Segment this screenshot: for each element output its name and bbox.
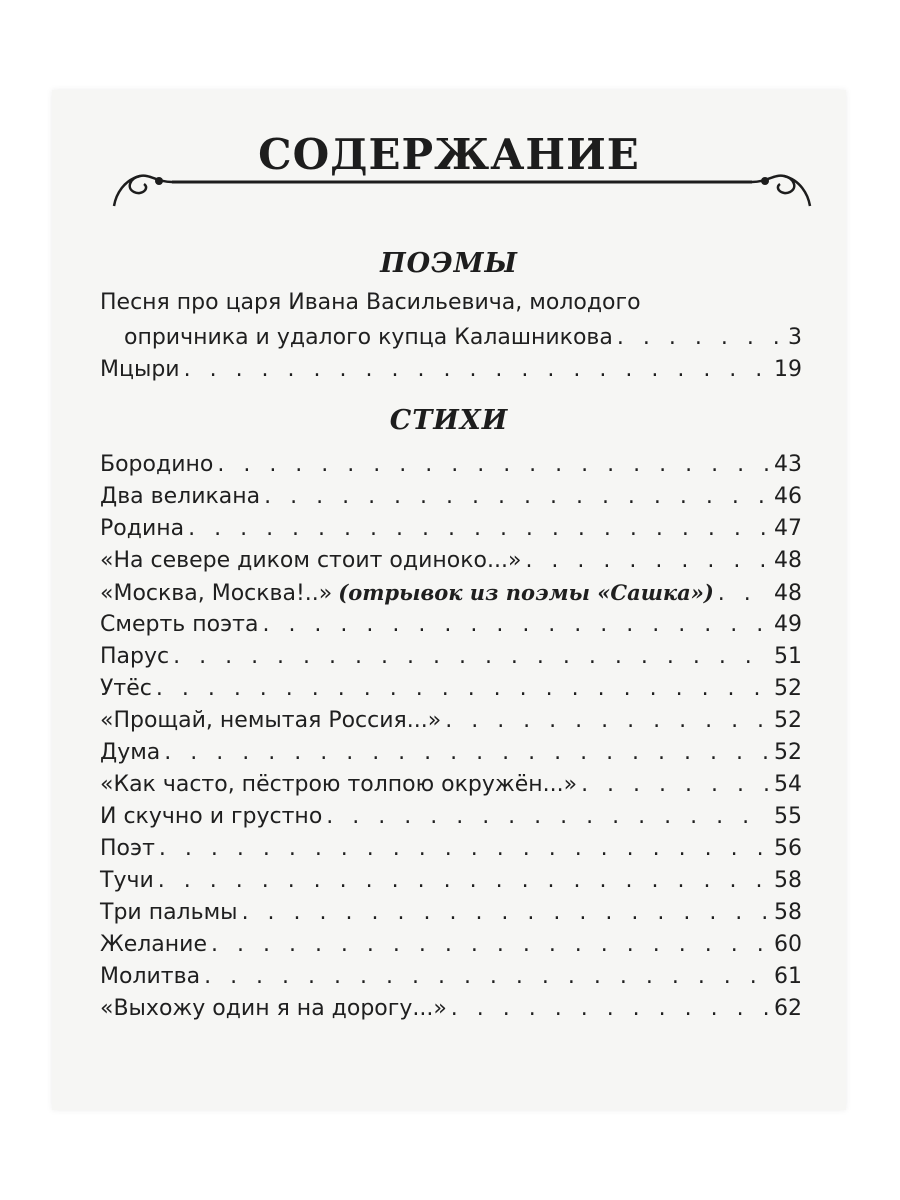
entry-title: Бородино <box>100 452 214 477</box>
page-number: 51 <box>774 644 802 669</box>
leader-dots <box>525 545 770 577</box>
page-number: 52 <box>774 708 802 733</box>
entry-title: «На севере диком стоит одиноко...» <box>100 548 522 573</box>
entry-title: Молитва <box>100 964 201 989</box>
entry-title: Два великана <box>100 484 261 509</box>
entry-title: «Выхожу один я на дорогу...» <box>100 996 447 1021</box>
toc-entry <box>100 865 802 897</box>
page-number: 62 <box>774 996 802 1021</box>
toc-entry <box>100 801 802 833</box>
toc-entry <box>124 322 802 354</box>
toc-entry <box>100 577 802 609</box>
entry-title: Смерть поэта <box>100 612 259 637</box>
entry-title: «Прощай, немытая Россия...» <box>100 708 442 733</box>
page-number: 48 <box>774 581 802 606</box>
leader-dots <box>159 833 770 865</box>
leader-dots <box>156 673 770 705</box>
page-number: 19 <box>774 357 802 382</box>
flourish-divider-icon <box>112 170 812 215</box>
page-number: 58 <box>774 868 802 893</box>
leader-dots <box>184 354 770 386</box>
toc-entry <box>100 513 802 545</box>
toc-entry <box>100 609 802 641</box>
section-heading-verses: СТИХИ <box>389 405 509 436</box>
entry-title: И скучно и грустно <box>100 804 323 829</box>
page-number: 54 <box>774 772 802 797</box>
entry-title: Мцыри <box>100 357 180 382</box>
page-number: 47 <box>774 516 802 541</box>
leader-dots <box>164 737 770 769</box>
leader-dots <box>718 578 770 610</box>
toc-entry <box>100 705 802 737</box>
leader-dots <box>451 993 770 1025</box>
leader-dots <box>158 865 770 897</box>
entry-title: «Как часто, пёстрою толпою окружён...» <box>100 772 578 797</box>
entry-title: Три пальмы <box>100 900 238 925</box>
entry-title: Дума <box>100 740 161 765</box>
page-number: 58 <box>774 900 802 925</box>
toc-entry <box>100 993 802 1025</box>
toc-entry <box>100 929 802 961</box>
page-number: 49 <box>774 612 802 637</box>
toc-entry <box>100 673 802 705</box>
page-number: 46 <box>774 484 802 509</box>
toc-entry <box>100 481 802 513</box>
leader-dots <box>264 481 770 513</box>
entry-title: Желание <box>100 932 207 957</box>
toc-entry-line1: Песня про царя Ивана Васильевича, молодого <box>100 290 641 315</box>
entry-title: Утёс <box>100 676 152 701</box>
entry-note: (отрывок из поэмы «Сашка») <box>338 580 714 605</box>
page-number: 60 <box>774 932 802 957</box>
leader-dots <box>188 513 770 545</box>
entry-title: Тучи <box>100 868 154 893</box>
entry-title: «Москва, Москва!..» <box>100 581 333 606</box>
leader-dots <box>581 769 770 801</box>
book-page <box>52 90 846 1110</box>
toc-entry <box>100 737 802 769</box>
page-title: СОДЕРЖАНИЕ <box>258 130 640 179</box>
leader-dots <box>173 641 770 673</box>
entry-title: опричника и удалого купца Калашникова <box>124 325 613 350</box>
toc-entry <box>100 769 802 801</box>
leader-dots <box>326 801 770 833</box>
section-heading-poems: ПОЭМЫ <box>380 248 518 279</box>
page-number: 48 <box>774 548 802 573</box>
page-number: 43 <box>774 452 802 477</box>
toc-entry <box>100 961 802 993</box>
entry-title: Родина <box>100 516 185 541</box>
leader-dots <box>617 322 784 354</box>
page-number: 3 <box>788 325 802 350</box>
entry-title: Парус <box>100 644 170 669</box>
leader-dots <box>262 609 770 641</box>
page-number: 55 <box>774 804 802 829</box>
toc-entry <box>100 354 802 386</box>
toc-entry <box>100 545 802 577</box>
entry-title: Поэт <box>100 836 155 861</box>
page-number: 56 <box>774 836 802 861</box>
leader-dots <box>242 897 770 929</box>
toc-entry <box>100 641 802 673</box>
page-number: 61 <box>774 964 802 989</box>
page-number: 52 <box>774 676 802 701</box>
leader-dots <box>445 705 770 737</box>
toc-entry <box>100 449 802 481</box>
toc-entry <box>100 833 802 865</box>
page-number: 52 <box>774 740 802 765</box>
leader-dots <box>217 449 770 481</box>
leader-dots <box>204 961 770 993</box>
toc-entry <box>100 897 802 929</box>
leader-dots <box>211 929 770 961</box>
